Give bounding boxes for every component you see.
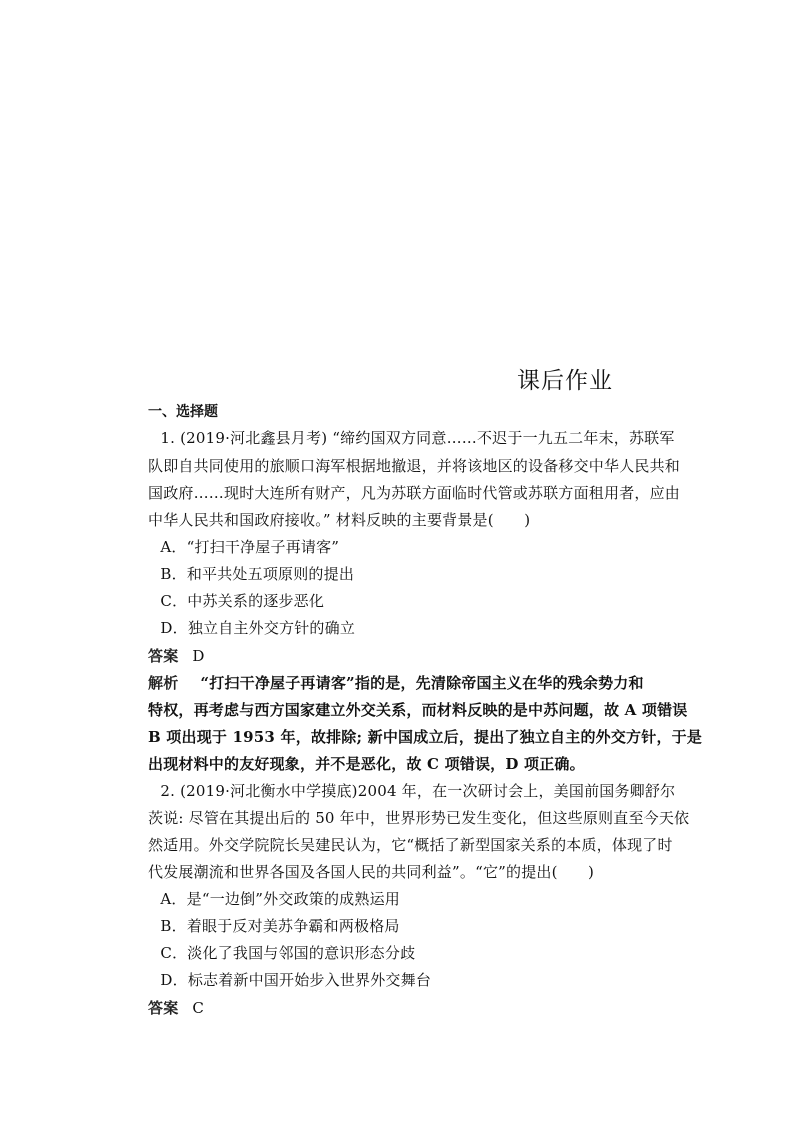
section-heading: 一、选择题 — [148, 404, 218, 420]
q1-option-c: C．中苏关系的逐步恶化 — [130, 592, 325, 610]
q2-option-c: C．淡化了我国与邻国的意识形态分歧 — [130, 944, 416, 962]
q1-answer-label: 答案 — [148, 647, 179, 665]
q2-stem-line-2: 茨说: 尽管在其提出后的 50 年中，世界形势已发生变化，但这些原则直至今天依 — [148, 809, 690, 827]
q1-stem-line-3: 国政府……现时大连所有财产，凡为苏联方面临时代管或苏联方面租用者，应由 — [148, 484, 681, 502]
q1-answer — [148, 646, 676, 666]
q1-answer-value: D — [192, 647, 205, 665]
q2-answer-value: C — [192, 999, 205, 1017]
q1-analysis-line-3: B 项出现于 1953 年，故排除; 新中国成立后，提出了独立自主的外交方针，于是 — [148, 728, 703, 746]
q1-analysis-text-1: “打扫干净屋子再请客”指的是，先清除帝国主义在华的残余势力和 — [200, 674, 644, 692]
q2-answer — [148, 998, 676, 1018]
q1-option-b: B．和平共处五项原则的提出 — [130, 565, 355, 583]
q1-analysis-line-2: 特权，再考虑与西方国家建立外交关系，而材料反映的是中苏问题，故 A 项错误 — [148, 701, 688, 719]
q1-stem-line-2: 队即自共同使用的旅顺口海军根据地撤退，并将该地区的设备移交中华人民共和 — [148, 457, 681, 475]
q2-stem-line-4: 代发展潮流和世界各国及各国人民的共同利益”。“它”的提出( ) — [148, 863, 595, 881]
q1-option-d: D．独立自主外交方针的确立 — [130, 619, 356, 637]
q1-analysis-line-1 — [148, 673, 676, 693]
q1-stem-line-1: 1. (2019·河北鑫县月考) “缔约国双方同意……不迟于一九五二年末，苏联军 — [130, 429, 675, 447]
q1-stem-line-4: 中华人民共和国政府接收。” 材料反映的主要背景是( ) — [148, 511, 531, 529]
q2-answer-label: 答案 — [148, 999, 179, 1017]
q2-stem-line-3: 然适用。外交学院院长吴建民认为，它“概括了新型国家关系的本质，体现了时 — [148, 836, 673, 854]
q2-option-b: B．着眼于反对美苏争霸和两极格局 — [130, 917, 400, 935]
q1-option-a: A．“打扫干净屋子再请客” — [130, 538, 340, 556]
page-title: 课后作业 — [517, 368, 613, 394]
q2-option-d: D．标志着新中国开始步入世界外交舞台 — [130, 971, 432, 989]
q2-stem-line-1: 2. (2019·河北衡水中学摸底)2004 年，在一次研讨会上，美国前国务卿舒尔 — [130, 782, 676, 800]
q1-analysis-label: 解析 — [148, 674, 179, 692]
q2-option-a: A．是“一边倒”外交政策的成熟运用 — [130, 890, 400, 908]
q1-analysis-line-4: 出现材料中的友好现象，并不是恶化，故 C 项错误，D 项正确。 — [148, 755, 585, 773]
